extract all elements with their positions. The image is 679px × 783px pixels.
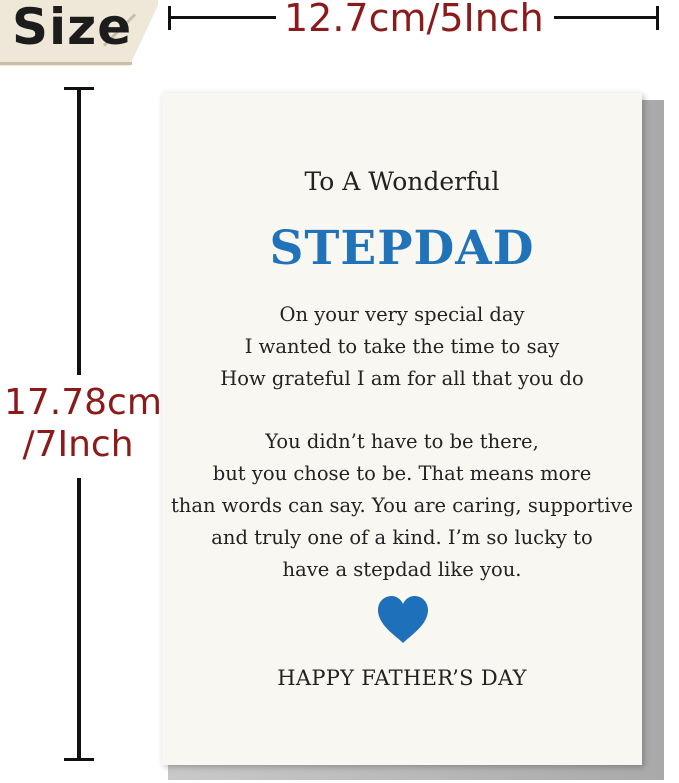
height-dimension-bottom-cap bbox=[64, 758, 94, 761]
card-verse-2 bbox=[162, 426, 642, 586]
height-dimension-label-cm: 17.78cm bbox=[4, 382, 162, 423]
heart-icon bbox=[376, 595, 430, 645]
card-title: STEPDAD bbox=[269, 221, 535, 276]
card-closing: HAPPY FATHER’S DAY bbox=[277, 666, 527, 690]
size-label: Size bbox=[12, 0, 133, 56]
size-badge-underline bbox=[0, 62, 132, 65]
height-dimension-bottom-line bbox=[77, 478, 81, 760]
greeting-card bbox=[162, 93, 642, 765]
verse-line: than words can say. You are caring, supportive bbox=[170, 494, 634, 517]
verse-line: have a stepdad like you. bbox=[282, 558, 522, 581]
verse-line: You didn’t have to be there, bbox=[265, 430, 539, 453]
verse-line: I wanted to take the time to say bbox=[244, 335, 560, 358]
height-dimension-label bbox=[4, 382, 162, 466]
width-dimension-left-line bbox=[168, 16, 276, 19]
width-dimension-right-tick bbox=[656, 6, 659, 30]
verse-line: and truly one of a kind. I’m so lucky to bbox=[211, 526, 593, 549]
height-dimension-top-line bbox=[77, 87, 81, 375]
width-dimension-label: 12.7cm/5Inch bbox=[284, 0, 544, 40]
card-verse-1 bbox=[162, 299, 642, 395]
card-intro: To A Wonderful bbox=[304, 167, 500, 196]
height-dimension-label-inch: /7Inch bbox=[22, 424, 134, 465]
verse-line: How grateful I am for all that you do bbox=[220, 367, 584, 390]
verse-line: On your very special day bbox=[279, 303, 525, 326]
width-dimension-right-line bbox=[554, 16, 658, 19]
verse-line: but you chose to be. That means more bbox=[212, 462, 592, 485]
